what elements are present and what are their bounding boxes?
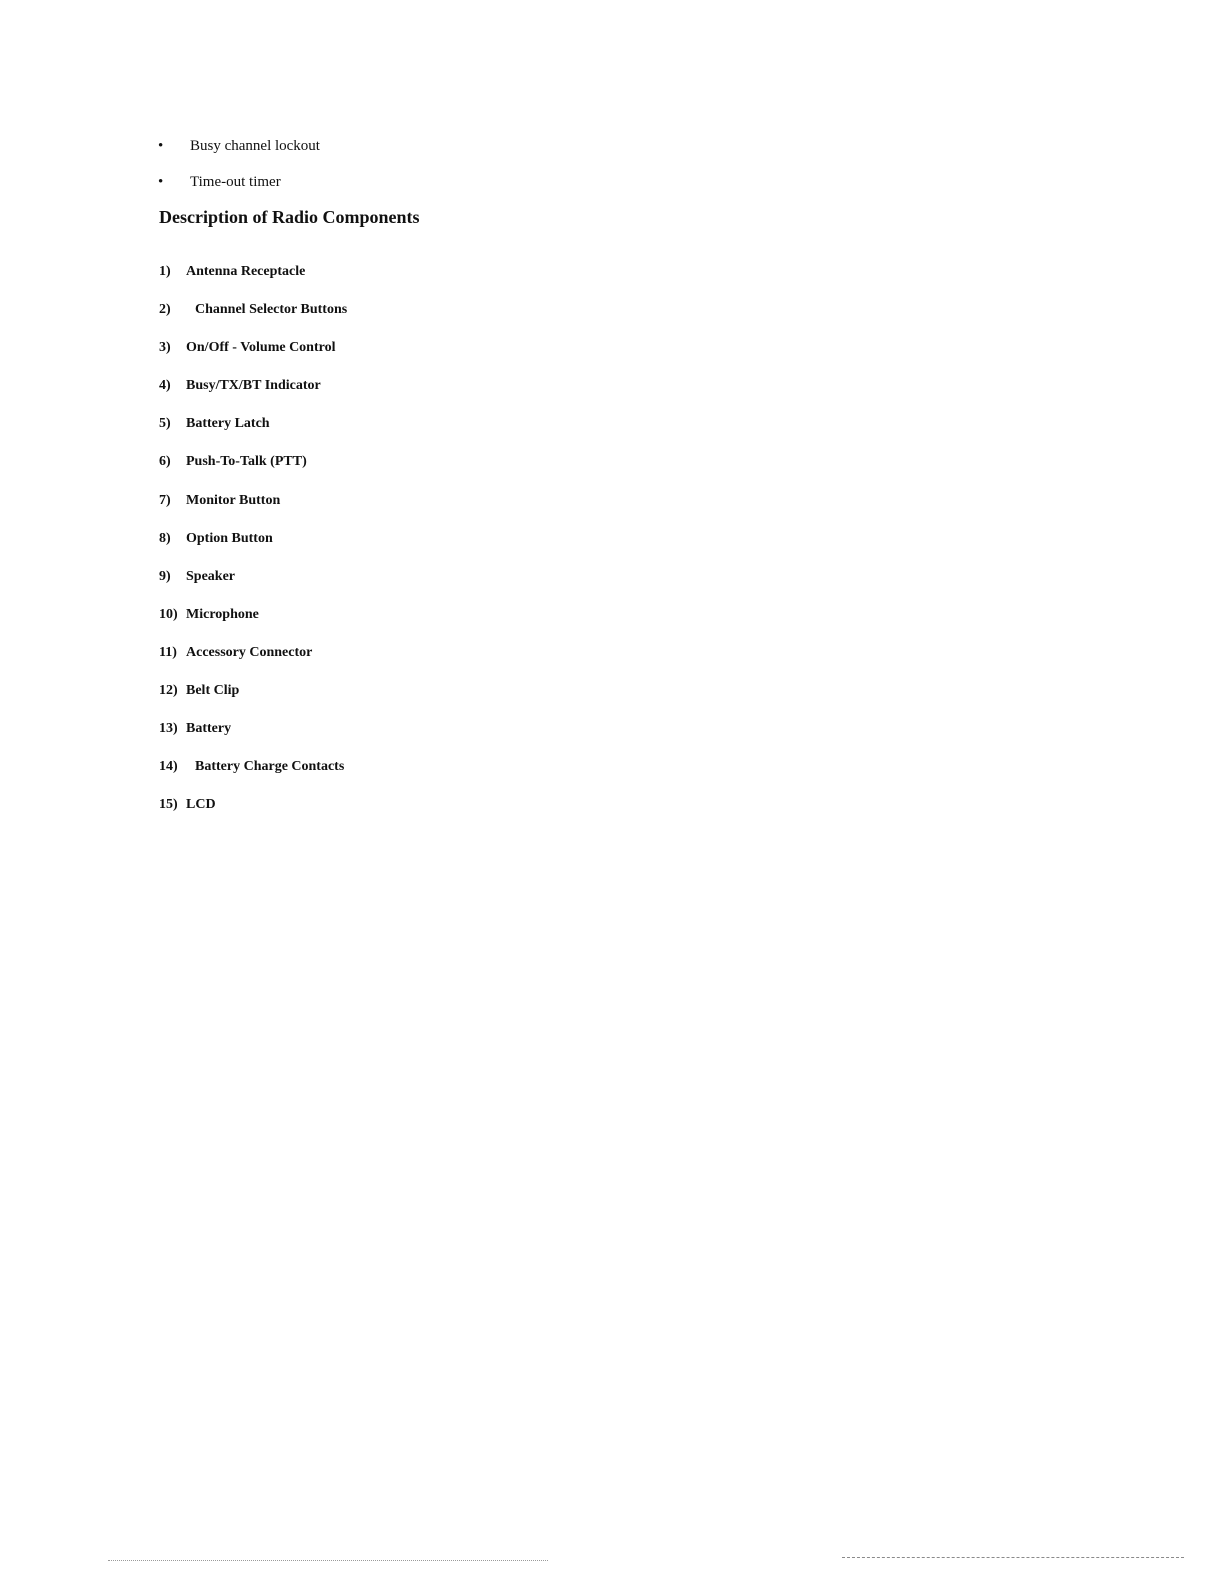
component-number: 15) — [159, 797, 178, 813]
component-number: 4) — [159, 378, 171, 394]
component-label: Channel Selector Buttons — [195, 302, 348, 318]
component-label: Push-To-Talk (PTT) — [186, 454, 307, 470]
component-number: 10) — [159, 606, 178, 622]
feature-text: Time-out timer — [190, 174, 281, 190]
component-label: Speaker — [186, 568, 235, 584]
component-number: 5) — [159, 416, 171, 432]
component-number: 6) — [159, 454, 171, 470]
bullet-icon: • — [158, 174, 164, 190]
component-label: Monitor Button — [186, 492, 281, 508]
scan-artifact-line — [842, 1557, 1184, 1558]
component-number: 3) — [159, 340, 171, 356]
component-number: 11) — [159, 644, 177, 660]
scan-artifact-line — [108, 1560, 548, 1561]
component-label: Busy/TX/BT Indicator — [186, 378, 321, 394]
component-number: 8) — [159, 530, 171, 546]
component-label: Option Button — [186, 530, 273, 546]
component-number: 1) — [159, 264, 171, 279]
component-label: Microphone — [186, 606, 259, 622]
component-label: Antenna Receptacle — [186, 264, 306, 279]
component-number: 7) — [159, 492, 171, 508]
component-number: 12) — [159, 683, 178, 699]
component-label: Battery Latch — [186, 416, 270, 432]
section-heading: Description of Radio Components — [159, 207, 420, 227]
feature-text: Busy channel lockout — [190, 138, 320, 154]
component-label: Battery — [186, 721, 232, 737]
component-label: Accessory Connector — [186, 644, 313, 660]
component-number: 14) — [159, 759, 178, 775]
bullet-icon: • — [158, 138, 164, 154]
component-label: Battery Charge Contacts — [195, 759, 345, 775]
component-number: 13) — [159, 721, 178, 737]
component-label: Belt Clip — [186, 683, 240, 699]
component-number: 2) — [159, 302, 171, 318]
component-label: On/Off - Volume Control — [186, 340, 336, 356]
component-label: LCD — [186, 797, 216, 813]
component-number: 9) — [159, 568, 171, 584]
